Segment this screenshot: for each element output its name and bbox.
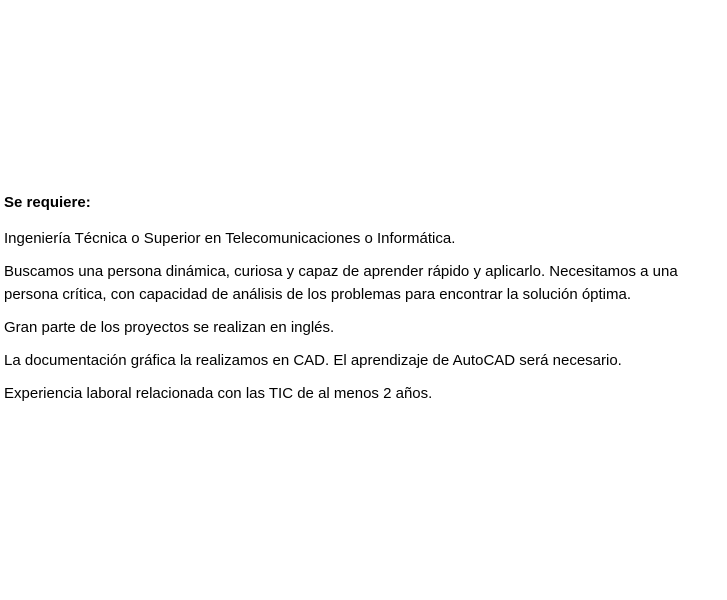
section-heading: Se requiere:	[4, 194, 91, 211]
requirement-paragraph: Experiencia laboral relacionada con las TIC de al menos 2 años.	[4, 385, 433, 402]
requirement-paragraph: Buscamos una persona dinámica, curiosa y capaz de aprender rápido y aplicarlo. Necesitamos a una persona crítica, con capacidad de análisis de los problemas para encontrar la solución óptima.	[4, 263, 678, 303]
requirements-section	[4, 193, 704, 415]
requirement-paragraph: Gran parte de los proyectos se realizan en inglés.	[4, 319, 335, 336]
requirement-paragraph: Ingeniería Técnica o Superior en Telecomunicaciones o Informática.	[4, 230, 456, 247]
requirement-paragraph: La documentación gráfica la realizamos en CAD. El aprendizaje de AutoCAD será necesario.	[4, 352, 622, 369]
